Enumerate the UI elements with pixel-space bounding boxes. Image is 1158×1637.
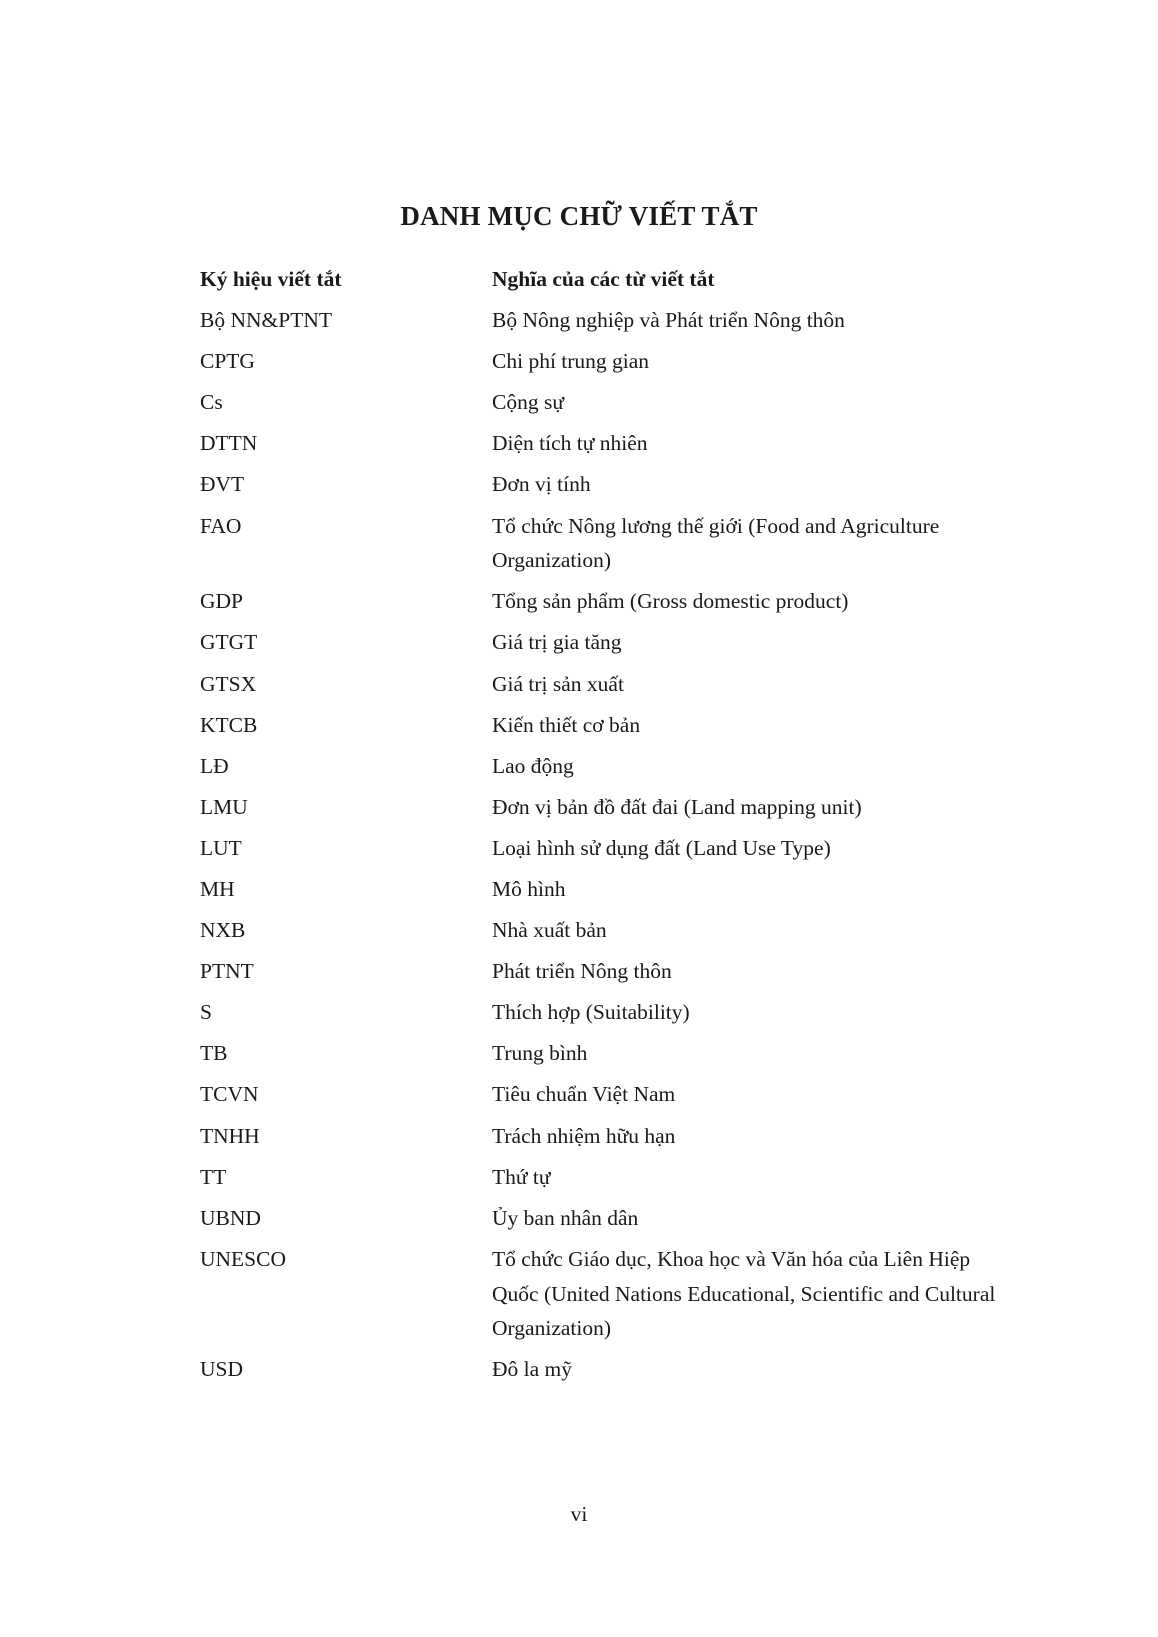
table-row bbox=[200, 708, 1020, 749]
table-row bbox=[200, 995, 1020, 1036]
table-row bbox=[200, 831, 1020, 872]
page-title: DANH MỤC CHỮ VIẾT TẮT bbox=[400, 201, 758, 231]
meaning-cell: Ủy ban nhân dân bbox=[492, 1205, 639, 1230]
table-row bbox=[200, 749, 1020, 790]
table-row bbox=[200, 913, 1020, 954]
abbr-cell: TT bbox=[200, 1164, 227, 1189]
table-row bbox=[200, 344, 1020, 385]
abbr-cell: NXB bbox=[200, 918, 246, 943]
abbr-cell: Bộ NN&PTNT bbox=[200, 308, 332, 333]
table-row bbox=[200, 1036, 1020, 1077]
abbr-cell: TNHH bbox=[200, 1123, 260, 1148]
meaning-cell: Lao động bbox=[492, 753, 574, 778]
meaning-cell: Trung bình bbox=[492, 1041, 588, 1066]
table-row bbox=[200, 1160, 1020, 1201]
table-row bbox=[200, 303, 1020, 344]
table-row bbox=[200, 1242, 1020, 1353]
header-abbreviation: Ký hiệu viết tắt bbox=[200, 267, 342, 291]
abbr-cell: UBND bbox=[200, 1205, 261, 1230]
meaning-cell: Tổng sản phẩm (Gross domestic product) bbox=[492, 589, 849, 614]
meaning-cell: Giá trị gia tăng bbox=[492, 630, 622, 655]
abbr-cell: UNESCO bbox=[200, 1246, 287, 1271]
table-row bbox=[200, 1119, 1020, 1160]
meaning-cell: Cộng sự bbox=[492, 390, 564, 415]
abbr-cell: DTTN bbox=[200, 431, 258, 456]
meaning-cell: Bộ Nông nghiệp và Phát triển Nông thôn bbox=[492, 308, 845, 333]
abbr-cell: FAO bbox=[200, 513, 242, 538]
meaning-cell: Đơn vị bản đồ đất đai (Land mapping unit) bbox=[492, 794, 862, 819]
abbr-cell: TB bbox=[200, 1041, 228, 1066]
table-row bbox=[200, 1077, 1020, 1118]
header-meaning: Nghĩa của các từ viết tắt bbox=[492, 267, 715, 291]
abbr-cell: TCVN bbox=[200, 1082, 259, 1107]
meaning-cell: Phát triển Nông thôn bbox=[492, 959, 672, 984]
table-header-row bbox=[200, 262, 1020, 303]
meaning-cell: Giá trị sản xuất bbox=[492, 671, 624, 696]
meaning-cell: Tổ chức Giáo dục, Khoa học và Văn hóa của Liên Hiệp Quốc (United Nations Educational, Scientific and Cultural Organization) bbox=[492, 1246, 996, 1341]
table-row bbox=[200, 872, 1020, 913]
abbr-cell: KTCB bbox=[200, 712, 258, 737]
meaning-cell: Thích hợp (Suitability) bbox=[492, 1000, 690, 1025]
abbreviation-table bbox=[200, 262, 1020, 1393]
abbr-cell: GDP bbox=[200, 589, 244, 614]
abbr-cell: GTGT bbox=[200, 630, 258, 655]
abbr-cell: PTNT bbox=[200, 959, 254, 984]
abbr-cell: ĐVT bbox=[200, 472, 245, 497]
meaning-cell: Diện tích tự nhiên bbox=[492, 431, 648, 456]
table-row bbox=[200, 385, 1020, 426]
abbr-cell: LUT bbox=[200, 835, 242, 860]
abbr-cell: S bbox=[200, 1000, 212, 1025]
meaning-cell: Chi phí trung gian bbox=[492, 349, 650, 374]
abbr-cell: Cs bbox=[200, 390, 223, 415]
table-row bbox=[200, 667, 1020, 708]
table-row bbox=[200, 426, 1020, 467]
meaning-cell: Đơn vị tính bbox=[492, 472, 591, 497]
table-row bbox=[200, 584, 1020, 625]
meaning-cell: Nhà xuất bản bbox=[492, 918, 607, 943]
table-row bbox=[200, 790, 1020, 831]
table-row bbox=[200, 1201, 1020, 1242]
table-row bbox=[200, 467, 1020, 508]
abbr-cell: MH bbox=[200, 877, 235, 902]
meaning-cell: Tổ chức Nông lương thế giới (Food and Agriculture Organization) bbox=[492, 513, 940, 573]
meaning-cell: Đô la mỹ bbox=[492, 1357, 573, 1382]
table-row bbox=[200, 625, 1020, 666]
abbr-cell: CPTG bbox=[200, 349, 255, 374]
table-row bbox=[200, 509, 1020, 585]
meaning-cell: Mô hình bbox=[492, 877, 566, 902]
page-number: vi bbox=[570, 1502, 588, 1526]
meaning-cell: Thứ tự bbox=[492, 1164, 551, 1189]
table-row bbox=[200, 954, 1020, 995]
meaning-cell: Loại hình sử dụng đất (Land Use Type) bbox=[492, 835, 831, 860]
abbr-cell: LMU bbox=[200, 794, 248, 819]
table-row bbox=[200, 1352, 1020, 1393]
meaning-cell: Kiến thiết cơ bản bbox=[492, 712, 641, 737]
abbr-cell: USD bbox=[200, 1357, 244, 1382]
meaning-cell: Trách nhiệm hữu hạn bbox=[492, 1123, 676, 1148]
abbr-cell: GTSX bbox=[200, 671, 257, 696]
meaning-cell: Tiêu chuẩn Việt Nam bbox=[492, 1082, 676, 1107]
abbr-cell: LĐ bbox=[200, 753, 229, 778]
